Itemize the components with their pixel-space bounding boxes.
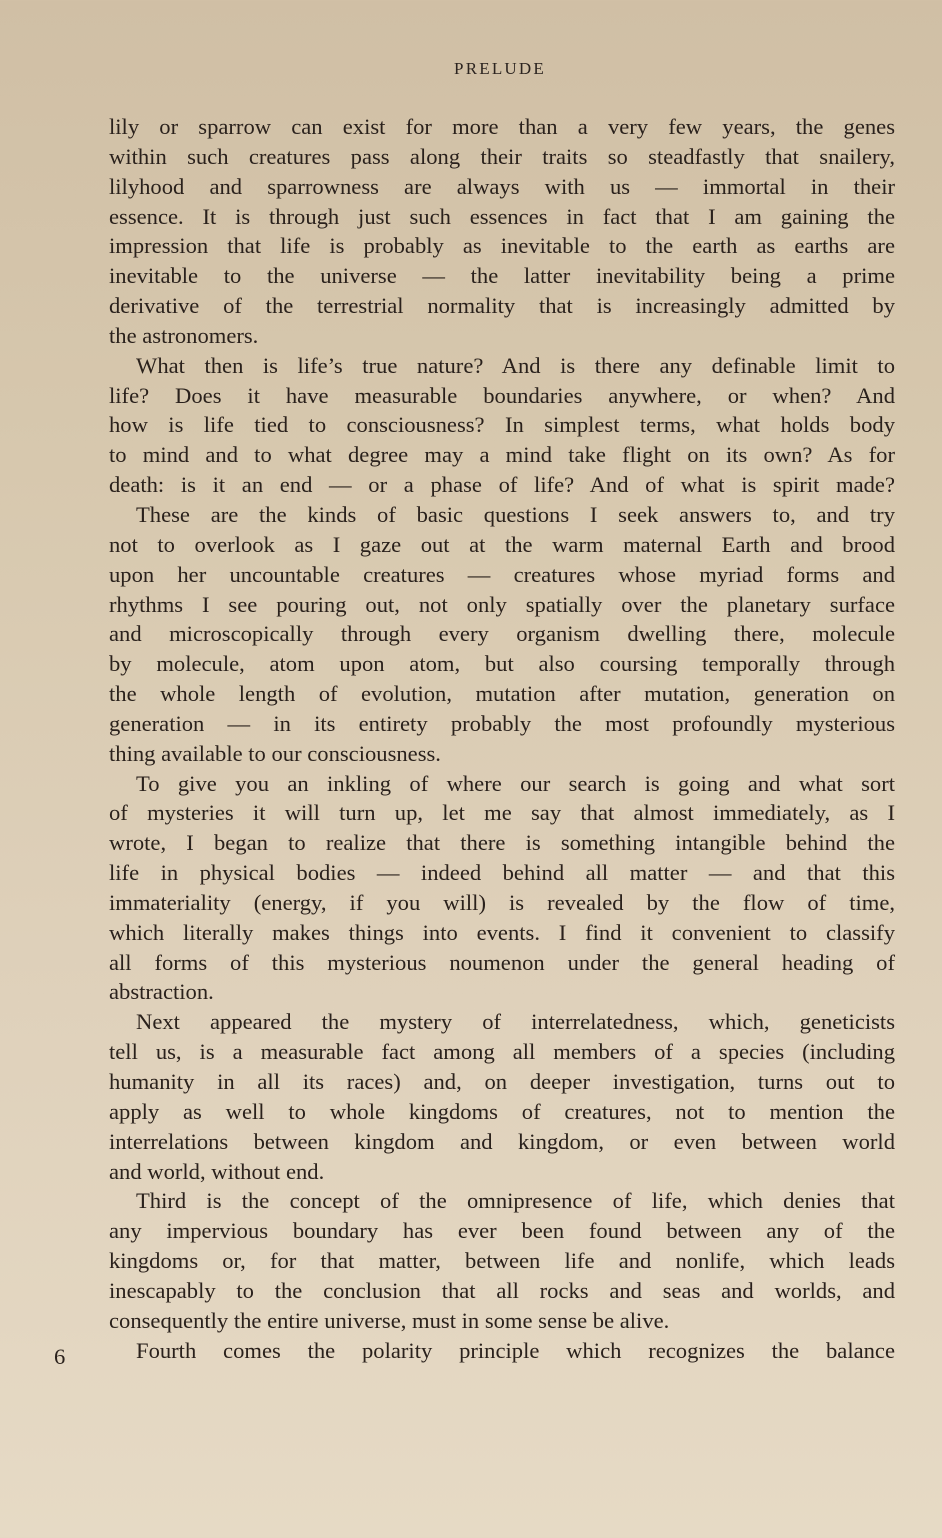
text-line: impression that life is probably as inevitable to the earth as earths are [109, 233, 895, 259]
text-line: derivative of the terrestrial normality that is increasingly admitted by [109, 293, 895, 319]
paragraph [109, 500, 895, 769]
text-line: These are the kinds of basic questions I seek answers to, and try [136, 501, 895, 527]
text-line: and world, without end. [109, 1158, 325, 1184]
text-line: wrote, I began to realize that there is something intangible behind the [109, 830, 895, 856]
text-line: tell us, is a measurable fact among all members of a species (including [109, 1039, 895, 1065]
text-line: inevitable to the universe — the latter inevitability being a prime [109, 263, 895, 289]
text-line: immateriality (energy, if you will) is revealed by the flow of time, [109, 889, 895, 915]
text-line: Third is the concept of the omnipresence of life, which denies that [136, 1188, 895, 1214]
text-line: consequently the entire universe, must in some sense be alive. [109, 1307, 670, 1333]
text-line: Fourth comes the polarity principle which recognizes the balance [136, 1337, 895, 1363]
text-line: and microscopically through every organism dwelling there, molecule [109, 621, 895, 647]
text-line: To give you an inkling of where our search is going and what sort [136, 770, 895, 796]
text-line: life in physical bodies — indeed behind all matter — and that this [109, 860, 895, 886]
text-line: any impervious boundary has ever been found between any of the [109, 1218, 895, 1244]
text-line: death: is it an end — or a phase of life? And of what is spirit made? [109, 472, 895, 498]
text-line: generation — in its entirety probably the most profoundly mysterious [109, 710, 895, 736]
text-line: thing available to our consciousness. [109, 740, 441, 766]
text-line: by molecule, atom upon atom, but also coursing temporally through [109, 651, 895, 677]
text-line: the whole length of evolution, mutation after mutation, generation on [109, 681, 895, 707]
text-line: apply as well to whole kingdoms of creatures, not to mention the [109, 1098, 895, 1124]
paragraph [109, 112, 895, 351]
text-line: of mysteries it will turn up, let me say that almost immediately, as I [109, 800, 895, 826]
text-line: how is life tied to consciousness? In simplest terms, what holds body [109, 412, 895, 438]
paragraph [109, 769, 895, 1008]
text-line: kingdoms or, for that matter, between life and nonlife, which leads [109, 1248, 895, 1274]
text-line: the astronomers. [109, 322, 259, 348]
paragraph [109, 1336, 895, 1366]
text-line: to mind and to what degree may a mind take flight on its own? As for [109, 442, 895, 468]
text-line: upon her uncountable creatures — creatures whose myriad forms and [109, 561, 895, 587]
paragraph [109, 1186, 895, 1335]
text-line: abstraction. [109, 979, 214, 1005]
text-line: all forms of this mysterious noumenon under the general heading of [109, 949, 895, 975]
text-line: humanity in all its races) and, on deeper investigation, turns out to [109, 1069, 895, 1094]
text-line: inescapably to the conclusion that all rocks and seas and worlds, and [109, 1277, 895, 1303]
paragraph [109, 351, 895, 500]
text-line: lily or sparrow can exist for more than a very few years, the genes [109, 114, 895, 139]
text-line: essence. It is through just such essences in fact that I am gaining the [109, 203, 895, 229]
text-line: not to overlook as I gaze out at the warm maternal Earth and brood [109, 531, 895, 557]
running-header: PRELUDE [454, 59, 546, 78]
text-line: within such creatures pass along their traits so steadfastly that snailery, [109, 143, 895, 169]
text-line: life? Does it have measurable boundaries anywhere, or when? And [109, 382, 895, 408]
text-line: What then is life’s true nature? And is there any definable limit to [136, 352, 895, 378]
text-line: rhythms I see pouring out, not only spatially over the planetary surface [109, 591, 895, 617]
text-line: interrelations between kingdom and kingdom, or even between world [109, 1128, 895, 1154]
body-text [109, 112, 895, 1365]
text-line: which literally makes things into events. I find it convenient to classify [109, 919, 895, 945]
paragraph [109, 1007, 895, 1186]
page-number: 6 [54, 1344, 66, 1369]
text-line: Next appeared the mystery of interrelatedness, which, geneticists [136, 1009, 895, 1035]
text-line: lilyhood and sparrowness are always with us — immortal in their [109, 173, 895, 199]
